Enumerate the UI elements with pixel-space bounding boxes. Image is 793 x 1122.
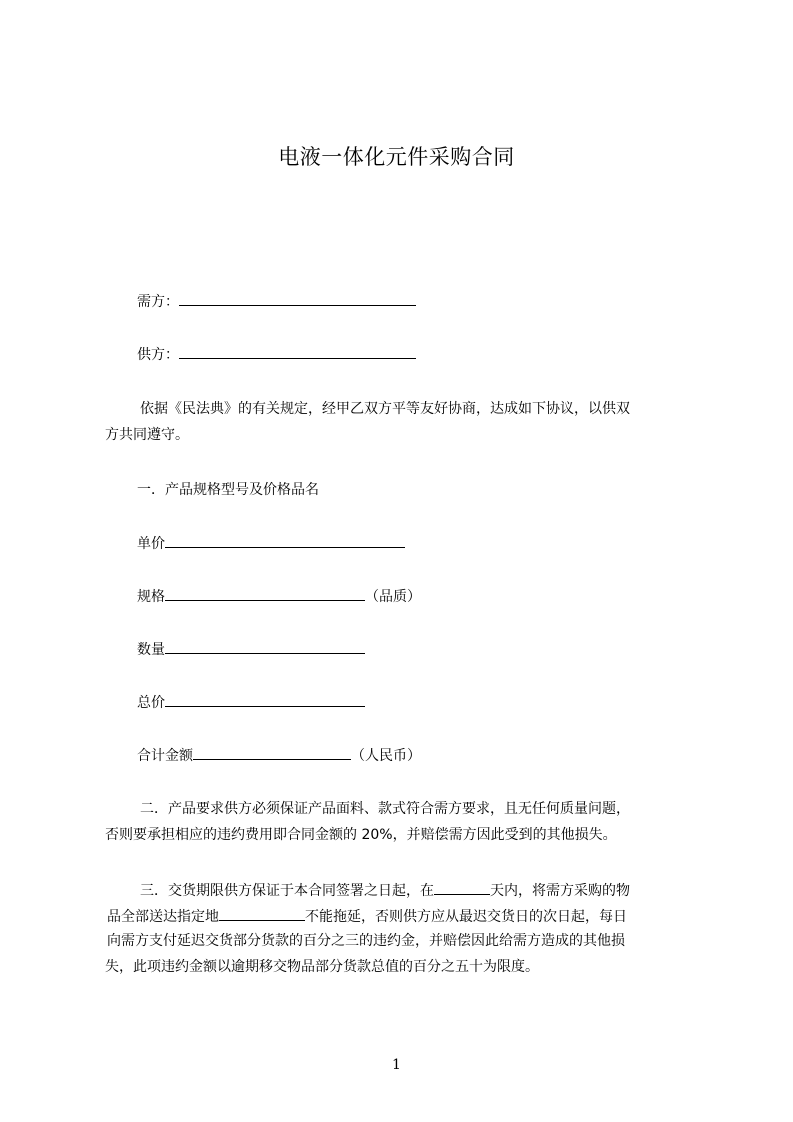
unit-price-blank[interactable] [165,532,405,548]
delivery-days-blank[interactable] [434,879,490,895]
section3-text-b: 天内，将需方采购的物 [490,883,630,899]
demand-party-line [137,290,416,312]
quantity-label: 数量 [137,642,165,658]
page-number: 1 [392,1057,401,1073]
total-price-line [137,691,365,713]
supply-party-blank[interactable] [179,343,416,359]
page-title: 电液一体化元件采购合同 [278,145,515,169]
quantity-line [137,638,365,660]
section1-heading: 一．产品规格型号及价格品名 [137,482,319,498]
sum-amount-suffix: （人民币） [351,748,421,764]
sum-amount-label: 合计金额 [137,748,193,764]
delivery-location-blank[interactable] [219,905,305,921]
demand-party-label: 需方： [137,294,179,310]
section3-line-4: 失，此项违约金额以逾期移交物品部分货款总值的百分之五十为限度。 [105,959,539,975]
section3-text-d: 不能拖延，否则供方应从最迟交货日的次日起，每日 [305,909,627,925]
demand-party-blank[interactable] [179,290,416,306]
intro-line-2: 方共同遵守。 [105,427,189,443]
section3-line-3: 向需方支付延迟交货部分货款的百分之三的违约金，并赔偿因此给需方造成的其他损 [107,933,625,949]
section2-line-1: 二．产品要求供方必须保证产品面料、款式符合需方要求，且无任何质量问题， [140,801,630,817]
section3-line-1 [140,879,630,901]
quantity-blank[interactable] [165,638,365,654]
unit-price-line [137,532,405,554]
section3-text-c: 品全部送达指定地 [107,909,219,925]
intro-line-1: 依据《民法典》的有关规定，经甲乙双方平等友好协商，达成如下协议，以供双 [140,401,630,417]
unit-price-label: 单价 [137,536,165,552]
sum-amount-blank[interactable] [193,744,351,760]
supply-party-label: 供方： [137,347,179,363]
spec-suffix: （品质） [365,589,421,605]
section2-line-2: 否则要承担相应的违约费用即合同金额的 20%，并赔偿需方因此受到的其他损失。 [105,827,617,843]
supply-party-line [137,343,416,365]
section3-line-2 [107,905,627,927]
section3-text-a: 三．交货期限供方保证于本合同签署之日起，在 [140,883,434,899]
spec-blank[interactable] [165,585,365,601]
spec-line [137,585,421,607]
spec-label: 规格 [137,589,165,605]
total-price-blank[interactable] [165,691,365,707]
total-price-label: 总价 [137,695,165,711]
sum-amount-line [137,744,421,766]
